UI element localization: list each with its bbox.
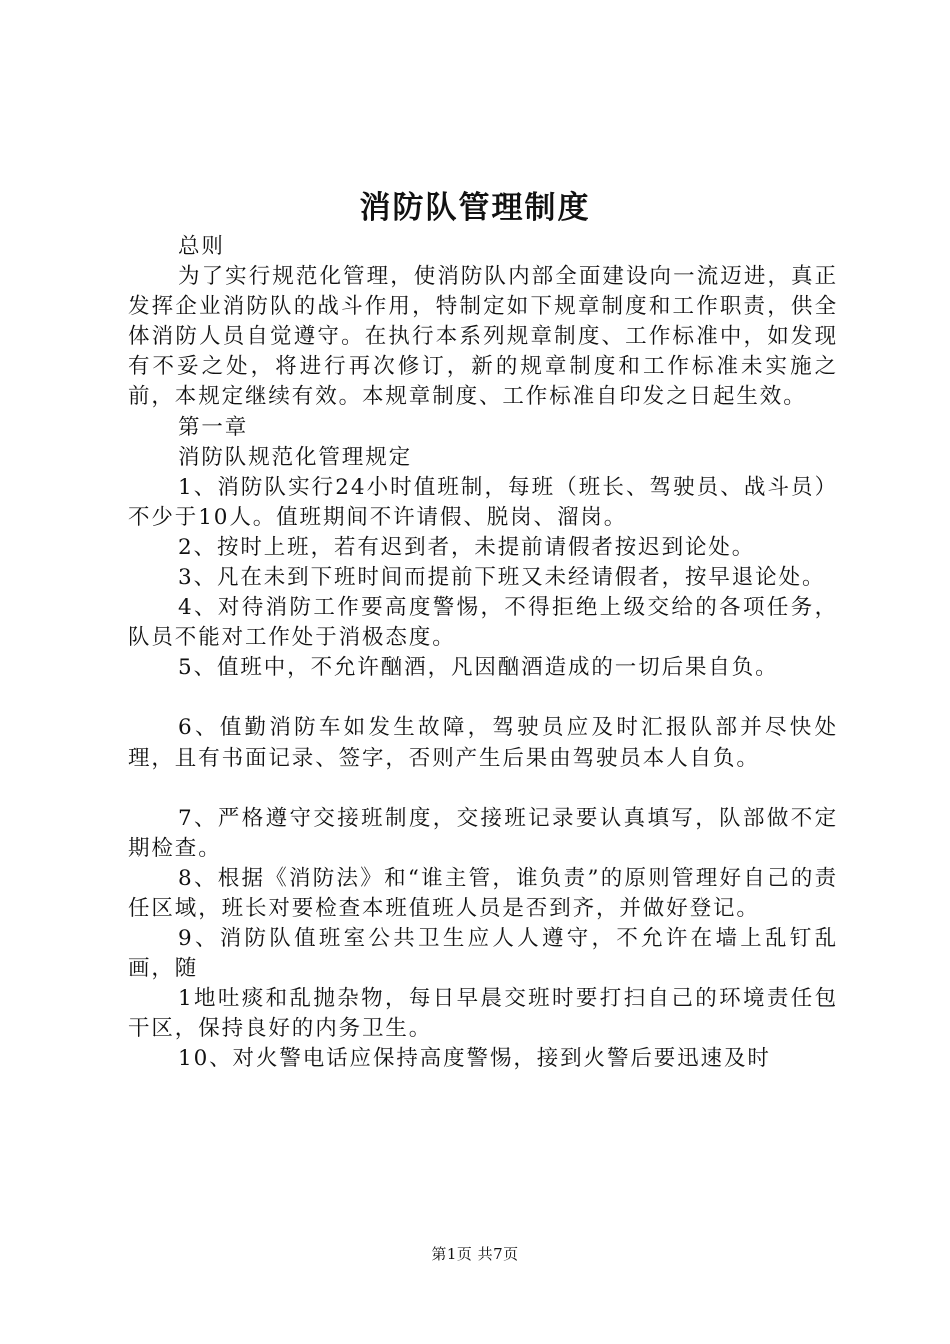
blank-line [128, 774, 838, 804]
page-title: 消防队管理制度 [359, 190, 591, 226]
section-label-general: 总则 [178, 234, 225, 259]
page-footer: 第1页 共7页 [431, 1245, 519, 1263]
general-paragraph: 为了实行规范化管理，使消防队内部全面建设向一流迈进，真正发挥企业消防队的战斗作用，特制定如下规章制度和工作职责，供全体消防人员自觉遵守。在执行本系列规章制度、工作标准中，如发现有不妥之处，将进行再次修订，新的规章制度和工作标准未实施之前，本规定继续有效。本规章制度、工作标准自印发之日起生效。 [128, 264, 838, 410]
blank-line [128, 683, 838, 713]
chapter-label: 第一章 [178, 414, 249, 440]
document-body [128, 232, 838, 1074]
rule-item-5: 5、值班中，不允许酗酒，凡因酗酒造成的一切后果自负。 [178, 655, 779, 681]
rule-item-4: 4、对待消防工作要高度警惕，不得拒绝上级交给的各项任务，队员不能对工作处于消极态度。 [128, 595, 838, 651]
chapter-title: 消防队规范化管理规定 [178, 444, 413, 470]
rule-item-1: 1、消防队实行24小时值班制，每班（班长、驾驶员、战斗员）不少于10人。值班期间不许请假、脱岗、溜岗。 [128, 474, 838, 530]
rule-item-10: 10、对火警电话应保持高度警惕，接到火警后要迅速及时 [178, 1046, 771, 1072]
rule-item-8: 8、根据《消防法》和“谁主管，谁负责”的原则管理好自己的责任区域，班长对要检查本班值班人员是否到齐，并做好登记。 [128, 865, 838, 921]
rule-item-2: 2、按时上班，若有迟到者，未提前请假者按迟到论处。 [178, 534, 756, 560]
rule-item-7: 7、严格遵守交接班制度，交接班记录要认真填写，队部做不定期检查。 [128, 805, 838, 861]
rule-item-6: 6、值勤消防车如发生故障，驾驶员应及时汇报队部并尽快处理，且有书面记录、签字，否则产生后果由驾驶员本人自负。 [128, 715, 838, 771]
rule-item-3: 3、凡在未到下班时间而提前下班又未经请假者，按早退论处。 [178, 565, 826, 591]
rule-item-9: 9、消防队值班室公共卫生应人人遵守，不允许在墙上乱钉乱画，随 [128, 925, 838, 982]
rule-item-9-continued: 1地吐痰和乱抛杂物，每日早晨交班时要打扫自己的环境责任包干区，保持良好的内务卫生。 [128, 986, 838, 1042]
